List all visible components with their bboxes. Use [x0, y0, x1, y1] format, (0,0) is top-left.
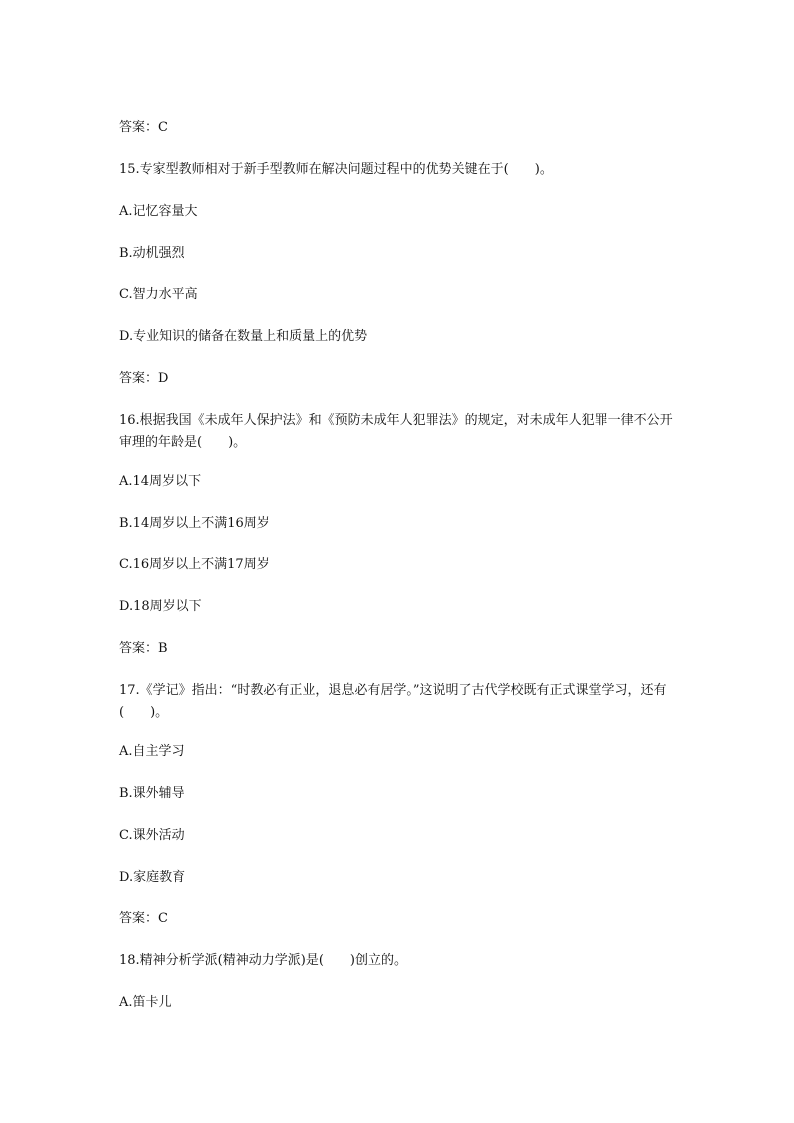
answer-line: 答案：C	[119, 911, 168, 926]
option-d: D.专业知识的储备在数量上和质量上的优势	[119, 329, 368, 344]
option-b: B.14周岁以上不满16周岁	[119, 516, 270, 531]
option-d: D.18周岁以下	[119, 599, 202, 614]
option-c: C.16周岁以上不满17周岁	[119, 557, 270, 572]
question-16: 16.根据我国《未成年人保护法》和《预防未成年人犯罪法》的规定，对未成年人犯罪一律不公开审理的年龄是( )。	[119, 413, 673, 450]
option-a: A.自主学习	[119, 744, 185, 759]
answer-line: 答案：B	[119, 641, 168, 656]
option-c: C.智力水平高	[119, 287, 198, 302]
answer-line: 答案：D	[119, 371, 169, 386]
option-a: A.记忆容量大	[119, 204, 198, 219]
option-b: B.课外辅导	[119, 786, 185, 801]
answer-line: 答案：C	[119, 120, 168, 135]
option-d: D.家庭教育	[119, 870, 186, 885]
question-18: 18.精神分析学派(精神动力学派)是( )创立的。	[119, 953, 407, 968]
option-b: B.动机强烈	[119, 246, 185, 261]
question-15: 15.专家型教师相对于新手型教师在解决问题过程中的优势关键在于( )。	[119, 162, 553, 177]
option-a: A.14周岁以下	[119, 474, 202, 489]
option-a: A.笛卡儿	[119, 995, 172, 1010]
question-17: 17.《学记》指出：“时教必有正业，退息必有居学。”这说明了古代学校既有正式课堂学习，还有( )。	[119, 683, 667, 720]
option-c: C.课外活动	[119, 828, 185, 843]
